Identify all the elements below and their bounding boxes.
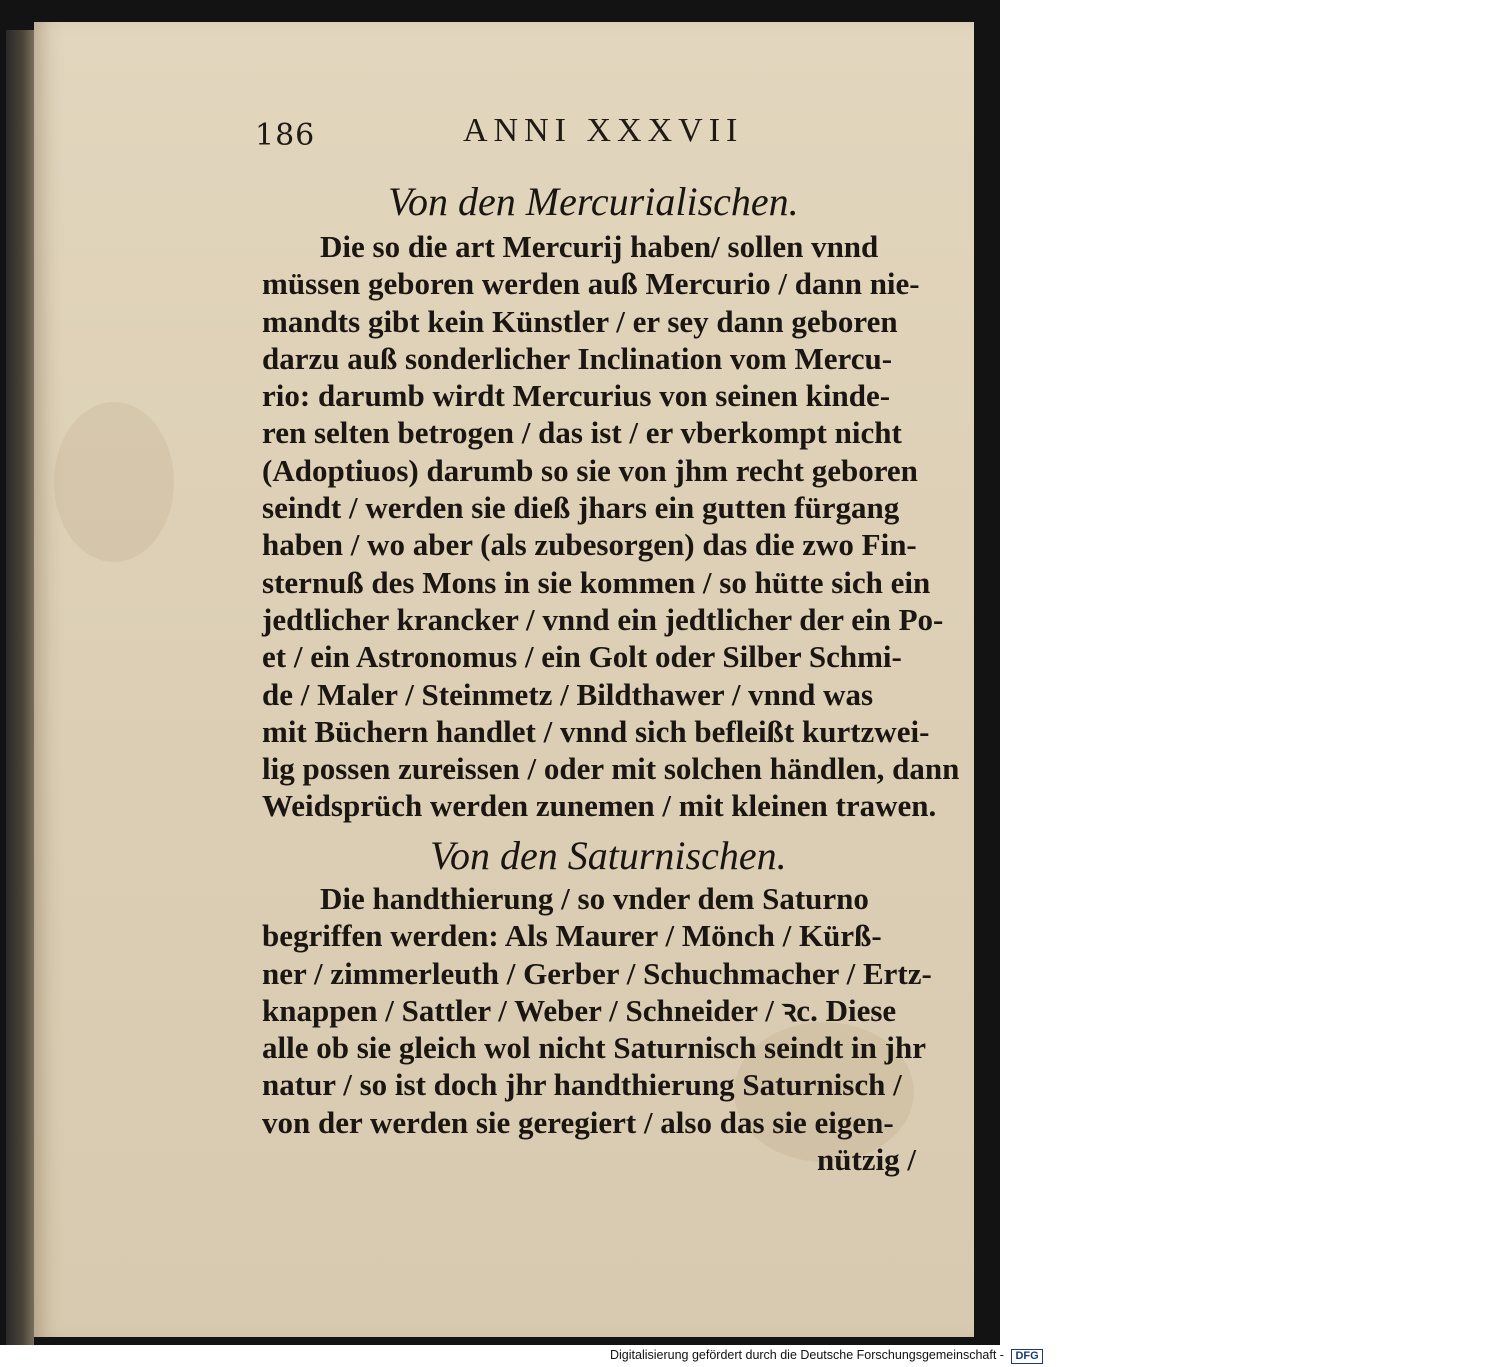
text-line: mandts gibt kein Künstler / er sey dann geboren	[262, 303, 898, 339]
section-body-mercurial	[262, 228, 1000, 825]
page-number: 186	[255, 118, 316, 153]
running-head: ANNI XXXVII	[463, 112, 744, 149]
credit-text: Digitalisierung gefördert durch die Deutsche Forschungsgemeinschaft -	[610, 1348, 1004, 1362]
text-line: sternuß des Mons in sie kommen / so hütte sich ein	[262, 564, 931, 600]
text-line: jedtlicher krancker / vnnd ein jedtlicher der ein Po-	[262, 601, 944, 637]
text-line: rio: darumb wirdt Mercurius von seinen kinde-	[262, 378, 891, 414]
text-line: lig possen zureissen / oder mit solchen händlen, dann	[262, 751, 960, 787]
dfg-logo: DFG	[1011, 1349, 1042, 1364]
text-line: haben / wo aber (als zubesorgen) das die zwo Fin-	[262, 527, 917, 563]
book-spine	[6, 30, 34, 1345]
text-line: knappen / Sattler / Weber / Schneider / ꝛc. Diese	[262, 992, 897, 1028]
paper-stain	[54, 402, 174, 562]
text-line: Weidsprüch werden zunemen / mit kleinen trawen.	[262, 788, 937, 824]
section-heading-saturnine: Von den Saturnischen.	[430, 833, 787, 878]
text-line: natur / so ist doch jhr handthierung Saturnisch /	[262, 1067, 902, 1103]
text-line: et / ein Astronomus / ein Golt oder Silber Schmi-	[262, 639, 902, 675]
text-line: nützig /	[817, 1142, 917, 1178]
text-line: begriffen werden: Als Maurer / Mönch / Kürß-	[262, 918, 882, 954]
text-line: müssen geboren werden auß Mercurio / dann nie-	[262, 266, 920, 302]
text-line: ner / zimmerleuth / Gerber / Schuchmacher / Ertz-	[262, 955, 932, 991]
section-heading-mercurial: Von den Mercurialischen.	[388, 179, 799, 224]
text-line: seindt / werden sie dieß jhars ein gutten fürgang	[262, 490, 900, 526]
text-line: de / Maler / Steinmetz / Bildthawer / vnnd was	[262, 676, 874, 712]
text-line: Die so die art Mercurij haben/ sollen vnnd	[320, 229, 879, 264]
text-line: mit Büchern handlet / vnnd sich befleißt kurtzwei-	[262, 713, 930, 749]
digitization-credit	[610, 1348, 1043, 1364]
text-line: (Adoptiuos) darumb so sie von jhm recht geboren	[262, 452, 918, 488]
text-line: von der werden sie geregiert / also das sie eigen-	[262, 1104, 894, 1140]
text-line: alle ob sie gleich wol nicht Saturnisch seindt in jhr	[262, 1030, 926, 1066]
text-line: Die handthierung / so vnder dem Saturno	[320, 881, 869, 916]
section-body-saturnine	[262, 880, 1497, 1178]
text-line: ren selten betrogen / das ist / er vberkompt nicht	[262, 415, 902, 451]
text-line: darzu auß sonderlicher Inclination vom Mercu-	[262, 340, 893, 376]
